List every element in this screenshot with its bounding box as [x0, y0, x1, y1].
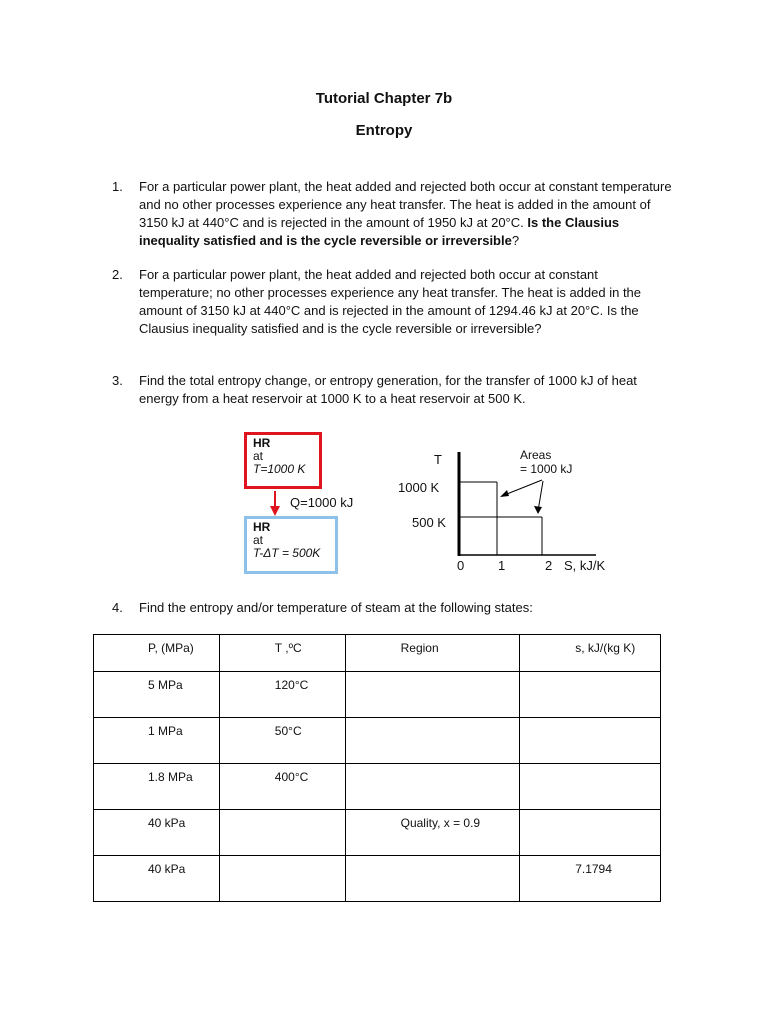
arrowhead-icon — [534, 506, 542, 514]
question-1 — [112, 178, 672, 250]
table-cell: 40 kPa — [94, 810, 220, 856]
table-cell: 50°C — [219, 718, 345, 764]
table-header-row — [94, 635, 661, 672]
t-axis-label: T — [434, 452, 442, 467]
table-row — [94, 718, 661, 764]
table-cell — [520, 764, 661, 810]
table-cell: 120°C — [219, 672, 345, 718]
question-text: For a particular power plant, the heat added and rejected both occur at constant temperature; no other processes experience any heat transfer. The heat is added in the amount of 3150 kJ at 440°C and is rejected in the amount of 1294.46 kJ at 20°C. Is the Clausius inequality satisfied and is the cycle reversible or irreversible? — [139, 267, 642, 336]
arrowhead-icon — [270, 506, 280, 516]
table-cell — [345, 672, 520, 718]
page-title: Tutorial Chapter 7b — [315, 90, 453, 107]
header-region: Region — [345, 635, 520, 672]
x-tick-1: 1 — [498, 558, 506, 573]
x-axis-label: S, kJ/K — [564, 558, 606, 573]
table-row — [94, 810, 661, 856]
x-tick-0: 0 — [457, 558, 465, 573]
cold-reservoir-label: HR — [253, 520, 271, 534]
table-cell — [219, 810, 345, 856]
question-2 — [112, 266, 672, 338]
header-entropy: s, kJ/(kg K) — [520, 635, 661, 672]
heat-label: Q=1000 kJ — [290, 495, 354, 510]
question-number: 2. — [112, 267, 123, 282]
question-number: 1. — [112, 179, 123, 194]
x-tick-2: 2 — [545, 558, 553, 573]
areas-label: Areas — [520, 448, 552, 462]
t-low-label: 500 K — [412, 515, 446, 530]
table-cell: Quality, x = 0.9 — [345, 810, 520, 856]
cold-reservoir-temp: T-ΔT = 500K — [253, 546, 321, 560]
table-cell: 7.1794 — [520, 856, 661, 902]
table-row — [94, 672, 661, 718]
t-high-label: 1000 K — [398, 480, 440, 495]
table-row — [94, 764, 661, 810]
hot-reservoir-label: HR — [253, 436, 271, 450]
question-text: For a particular power plant, the heat added and rejected both occur at constant temperature and no other processes experience any heat transfer. The heat is added in the amount of 3150 kJ at 440°C and is rejected in the amount of 1950 kJ at 20°C. Is the Clausius inequality satisfied and is the cycle reversible or irreversible? — [139, 179, 672, 248]
table-cell — [520, 810, 661, 856]
areas-pointer-2 — [538, 481, 543, 511]
question-3 — [112, 372, 672, 408]
question-text: Find the entropy and/or temperature of steam at the following states: — [139, 600, 533, 615]
question-number: 3. — [112, 373, 123, 388]
entropy-diagram — [238, 428, 628, 578]
header-pressure: P, (MPa) — [94, 635, 220, 672]
question-text: Find the total entropy change, or entropy generation, for the transfer of 1000 kJ of heat energy from a heat reservoir at 1000 K to a heat reservoir at 500 K. — [139, 373, 637, 406]
hot-reservoir-at: at — [253, 449, 264, 463]
table-cell — [520, 718, 661, 764]
arrowhead-icon — [500, 490, 509, 497]
areas-value: = 1000 kJ — [520, 462, 573, 476]
question-bold-text: Is the Clausius inequality satisfied and is the cycle reversible or irreversible — [139, 215, 620, 248]
page-subtitle: Entropy — [355, 122, 413, 139]
table-cell — [520, 672, 661, 718]
header-temperature: T ,ºC — [219, 635, 345, 672]
table-cell: 40 kPa — [94, 856, 220, 902]
table-cell — [345, 856, 520, 902]
steam-states-table — [93, 634, 661, 902]
question-4 — [112, 599, 672, 617]
table-cell: 1.8 MPa — [94, 764, 220, 810]
table-cell: 5 MPa — [94, 672, 220, 718]
hot-reservoir-temp: T=1000 K — [253, 462, 306, 476]
table-cell — [219, 856, 345, 902]
table-row — [94, 856, 661, 902]
table-cell: 400°C — [219, 764, 345, 810]
table-cell — [345, 718, 520, 764]
table-cell — [345, 764, 520, 810]
cold-reservoir-at: at — [253, 533, 264, 547]
question-number: 4. — [112, 600, 123, 615]
table-cell: 1 MPa — [94, 718, 220, 764]
